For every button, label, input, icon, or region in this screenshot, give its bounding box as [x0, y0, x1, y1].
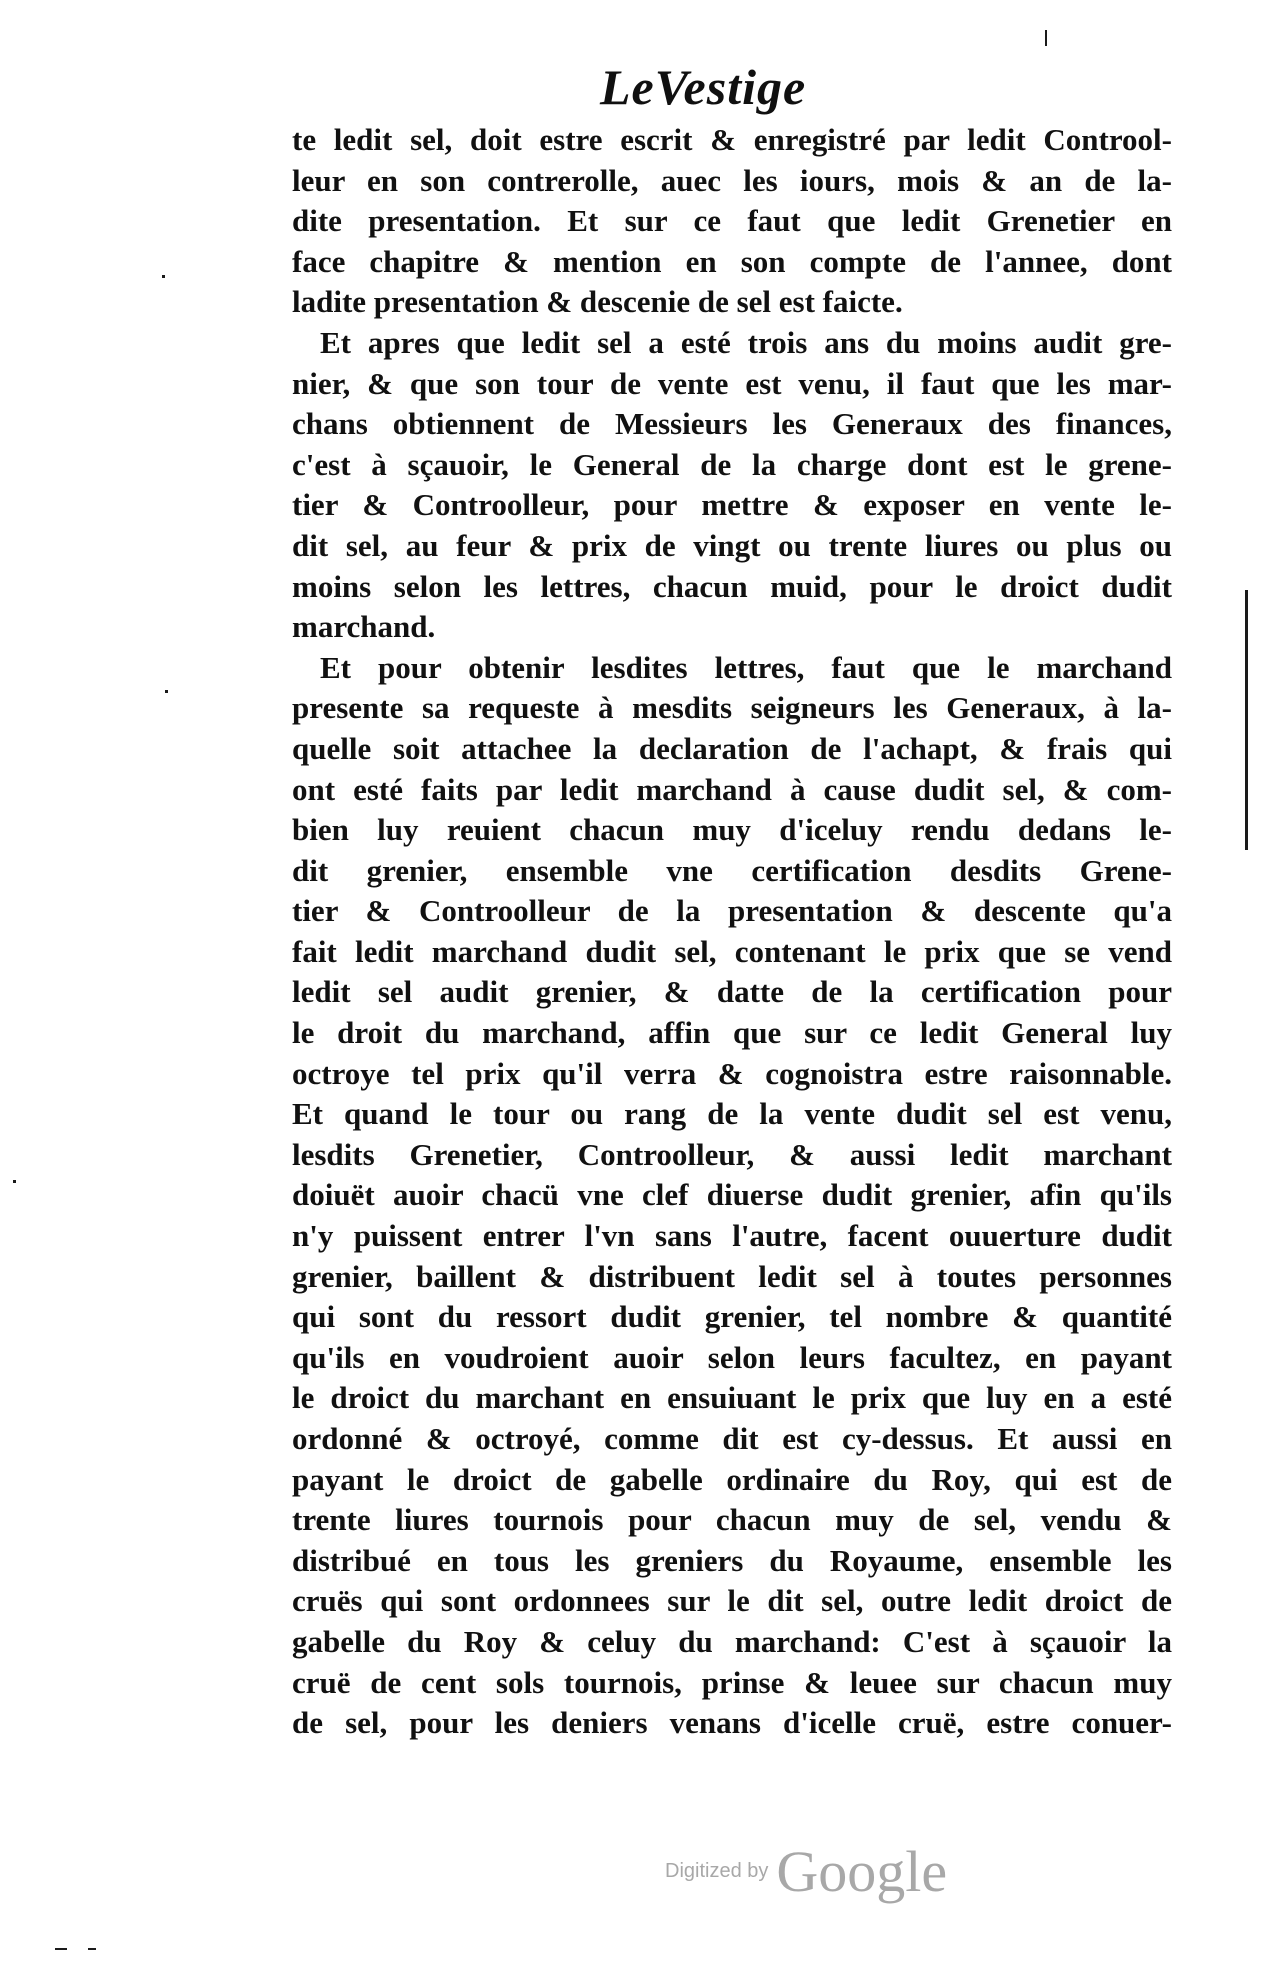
- text-line: c'est à sçauoir, le General de la charge dont est le grene-: [292, 446, 1172, 482]
- text-line: leur en son contrerolle, auec les iours, mois & an de la-: [292, 162, 1172, 198]
- margin-dash-bottom-2: [88, 1948, 96, 1950]
- text-line: octroye tel prix qu'il verra & cognoistra estre raisonnable.: [292, 1055, 1172, 1091]
- margin-dot-left-1: [162, 275, 165, 278]
- margin-dot-left-3: [13, 1180, 16, 1183]
- margin-mark-right-rule: [1245, 590, 1248, 850]
- text-line: dite presentation. Et sur ce faut que ledit Grenetier en: [292, 203, 1172, 239]
- margin-mark-top: [1045, 30, 1047, 46]
- margin-dot-left-2: [165, 690, 168, 693]
- text-line: Et apres que ledit sel a esté trois ans du moins audit gre-: [320, 324, 1172, 360]
- text-line: dit sel, au feur & prix de vingt ou trente liures ou plus ou: [292, 527, 1172, 563]
- text-line: n'y puissent entrer l'vn sans l'autre, facent ouuerture dudit: [292, 1218, 1172, 1254]
- text-line: doiuët auoir chacü vne clef diuerse dudit grenier, afin qu'ils: [292, 1177, 1172, 1213]
- text-line: nier, & que son tour de vente est venu, il faut que les mar-: [292, 365, 1172, 401]
- text-line: grenier, baillent & distribuent ledit sel à toutes personnes: [292, 1258, 1172, 1294]
- text-line: de sel, pour les deniers venans d'icelle cruë, estre conuer-: [292, 1705, 1172, 1741]
- text-line: cruë de cent sols tournois, prinse & leuee sur chacun muy: [292, 1664, 1172, 1700]
- text-line: ordonné & octroyé, comme dit est cy-dessus. Et aussi en: [292, 1421, 1172, 1456]
- text-line: dit grenier, ensemble vne certification desdits Grene-: [292, 852, 1172, 888]
- text-line: tier & Controolleur, pour mettre & exposer en vente le-: [292, 487, 1172, 523]
- text-line: le droict du marchant en ensuiuant le prix que luy en a esté: [292, 1380, 1172, 1416]
- text-line: Et pour obtenir lesdites lettres, faut que le marchand: [320, 649, 1172, 685]
- text-line: te ledit sel, doit estre escrit & enregistré par ledit Controol-: [292, 122, 1172, 157]
- text-line: qui sont du ressort dudit grenier, tel nombre & quantité: [292, 1299, 1172, 1335]
- text-line: le droit du marchand, affin que sur ce ledit General luy: [292, 1015, 1172, 1051]
- text-line: gabelle du Roy & celuy du marchand: C'est à sçauoir la: [292, 1623, 1172, 1659]
- text-line: quelle soit attachee la declaration de l'achapt, & frais qui: [292, 730, 1172, 766]
- text-line: presente sa requeste à mesdits seigneurs les Generaux, à la-: [292, 690, 1172, 726]
- running-head: LeVestige: [600, 59, 807, 115]
- digitized-by-google-watermark: [665, 1838, 947, 1905]
- text-line: ladite presentation & descenie de sel est faicte.: [292, 284, 903, 320]
- text-line: bien luy reuient chacun muy d'iceluy rendu dedans le-: [292, 812, 1172, 848]
- google-logo: Google: [776, 1839, 948, 1904]
- text-line: moins selon les lettres, chacun muid, pour le droict dudit: [292, 568, 1172, 604]
- text-line: distribué en tous les greniers du Royaume, ensemble les: [292, 1542, 1172, 1578]
- text-line: cruës qui sont ordonnees sur le dit sel, outre ledit droict de: [292, 1583, 1172, 1619]
- text-line: fait ledit marchand dudit sel, contenant le prix que se vend: [292, 933, 1172, 969]
- text-line: lesdits Grenetier, Controolleur, & aussi ledit marchant: [292, 1136, 1172, 1172]
- text-line: chans obtiennent de Messieurs les Generaux des finances,: [292, 406, 1172, 442]
- margin-dash-bottom-1: [55, 1948, 67, 1950]
- text-line: payant le droict de gabelle ordinaire du Roy, qui est de: [292, 1461, 1172, 1497]
- text-line: marchand.: [292, 609, 436, 645]
- text-line: ledit sel audit grenier, & datte de la certification pour: [292, 974, 1172, 1010]
- text-line: ont esté faits par ledit marchand à cause dudit sel, & com-: [292, 771, 1172, 807]
- body-text: [292, 120, 1172, 1744]
- watermark-prefix: Digitized by: [665, 1860, 769, 1882]
- text-line: Et quand le tour ou rang de la vente dudit sel est venu,: [292, 1096, 1172, 1132]
- text-line: tier & Controolleur de la presentation & descente qu'a: [292, 893, 1172, 929]
- text-line: face chapitre & mention en son compte de l'annee, dont: [292, 243, 1172, 279]
- text-line: trente liures tournois pour chacun muy de sel, vendu &: [292, 1502, 1172, 1538]
- text-line: qu'ils en voudroient auoir selon leurs facultez, en payant: [292, 1339, 1172, 1375]
